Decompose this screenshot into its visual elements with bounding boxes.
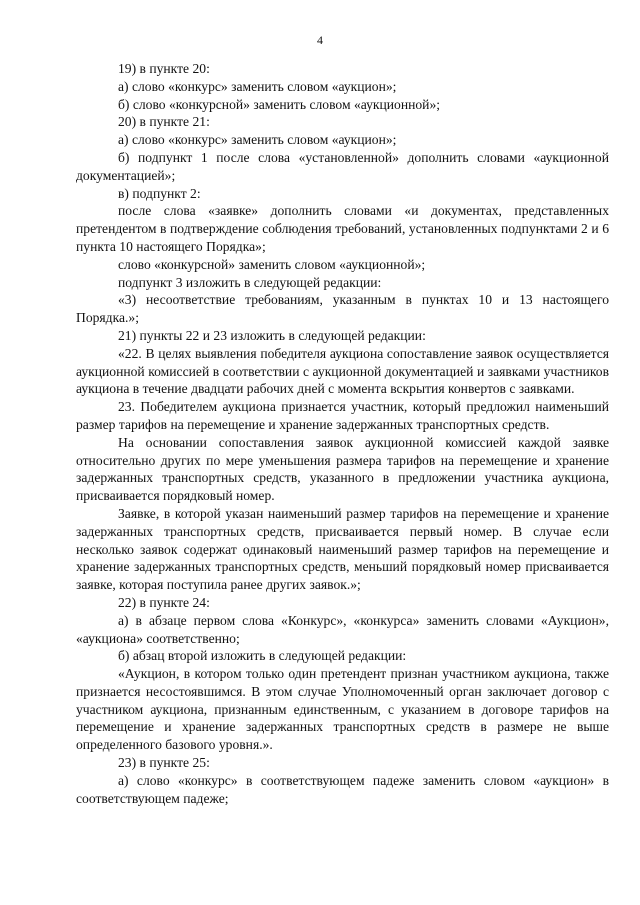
paragraph-subitem-b: б) слово «конкурсной» заменить словом «аукционной»; [118,96,441,112]
paragraph-item-19: 19) в пункте 20: [118,61,210,76]
paragraph-quote: «Аукцион, в котором только один претендент признан участником аукциона, также признается несостоявшимся. В этом случае Уполномоченный орган заключает договор с участником аукциона, признанным единственным, с указанием в договоре тарифов на перемещение и хранение задержанных транспортных средств в размере не выше определенного базового уровня.». [76,666,609,753]
paragraph-item-21: 21) пункты 22 и 23 изложить в следующей редакции: [118,327,426,343]
paragraph-subitem-b: б) абзац второй изложить в следующей редакции: [118,648,407,664]
paragraph-subitem-a: а) в абзаце первом слова «Конкурс», «конкурса» заменить словами «Аукцион», «аукциона» соответственно; [76,612,609,646]
paragraph-text: слово «конкурсной» заменить словом «аукционной»; [118,256,426,272]
paragraph-text: после слова «заявке» дополнить словами «и документах, представленных претендентом в подтверждение соблюдения требований, установленных подпунктами 2 и 6 пункта 10 настоящего Порядка»; [76,203,609,254]
paragraph-subitem-a: а) слово «конкурс» заменить словом «аукцион»; [118,132,397,148]
document-body [76,60,609,807]
paragraph-text: На основании сопоставления заявок аукционной комиссией каждой заявке относительно других по мере уменьшения размера тарифов на перемещение и хранение задержанных транспортных средств, указанного в предложении участника аукциона, присваивается порядковый номер. [76,434,609,504]
paragraph-subitem-a: а) слово «конкурс» заменить словом «аукцион»; [118,78,397,94]
paragraph-item-20: 20) в пункте 21: [118,114,210,130]
paragraph-text: Заявке, в которой указан наименьший размер тарифов на перемещение и хранение задержанных транспортных средств, присваивается первый номер. В случае если несколько заявок содержат одинаковый наименьший размер тарифов на перемещение и хранение задержанных транспортных средств, меньший порядковый номер присваивается заявке, которая поступила ранее других заявок.»; [76,505,609,593]
paragraph-quote: «3) несоответствие требованиям, указанным в пунктах 10 и 13 настоящего Порядка.»; [76,292,609,326]
paragraph-subitem-a: а) слово «конкурс» в соответствующем падеже заменить словом «аукцион» в соответствующем падеже; [76,772,609,806]
paragraph-item-22: 22) в пункте 24: [118,594,210,610]
paragraph-quote: «22. В целях выявления победителя аукциона сопоставление заявок осуществляется аукционной комиссией в соответствии с аукционной документацией и заявками участников аукциона в течение двадцати рабочих дней с момента вскрытия конвертов с заявками. [76,345,609,397]
page-number: 4 [317,33,323,47]
paragraph-text: подпункт 3 изложить в следующей редакции: [118,274,382,290]
paragraph-item-23: 23) в пункте 25: [118,755,210,771]
paragraph-subitem-b: б) подпункт 1 после слова «установленной» дополнить словами «аукционной документацией»; [76,149,609,183]
paragraph-text: 23. Победителем аукциона признается участник, который предложил наименьший размер тарифов на перемещение и хранение задержанных транспортных средств. [76,399,609,432]
paragraph-subitem-v: в) подпункт 2: [118,185,201,201]
